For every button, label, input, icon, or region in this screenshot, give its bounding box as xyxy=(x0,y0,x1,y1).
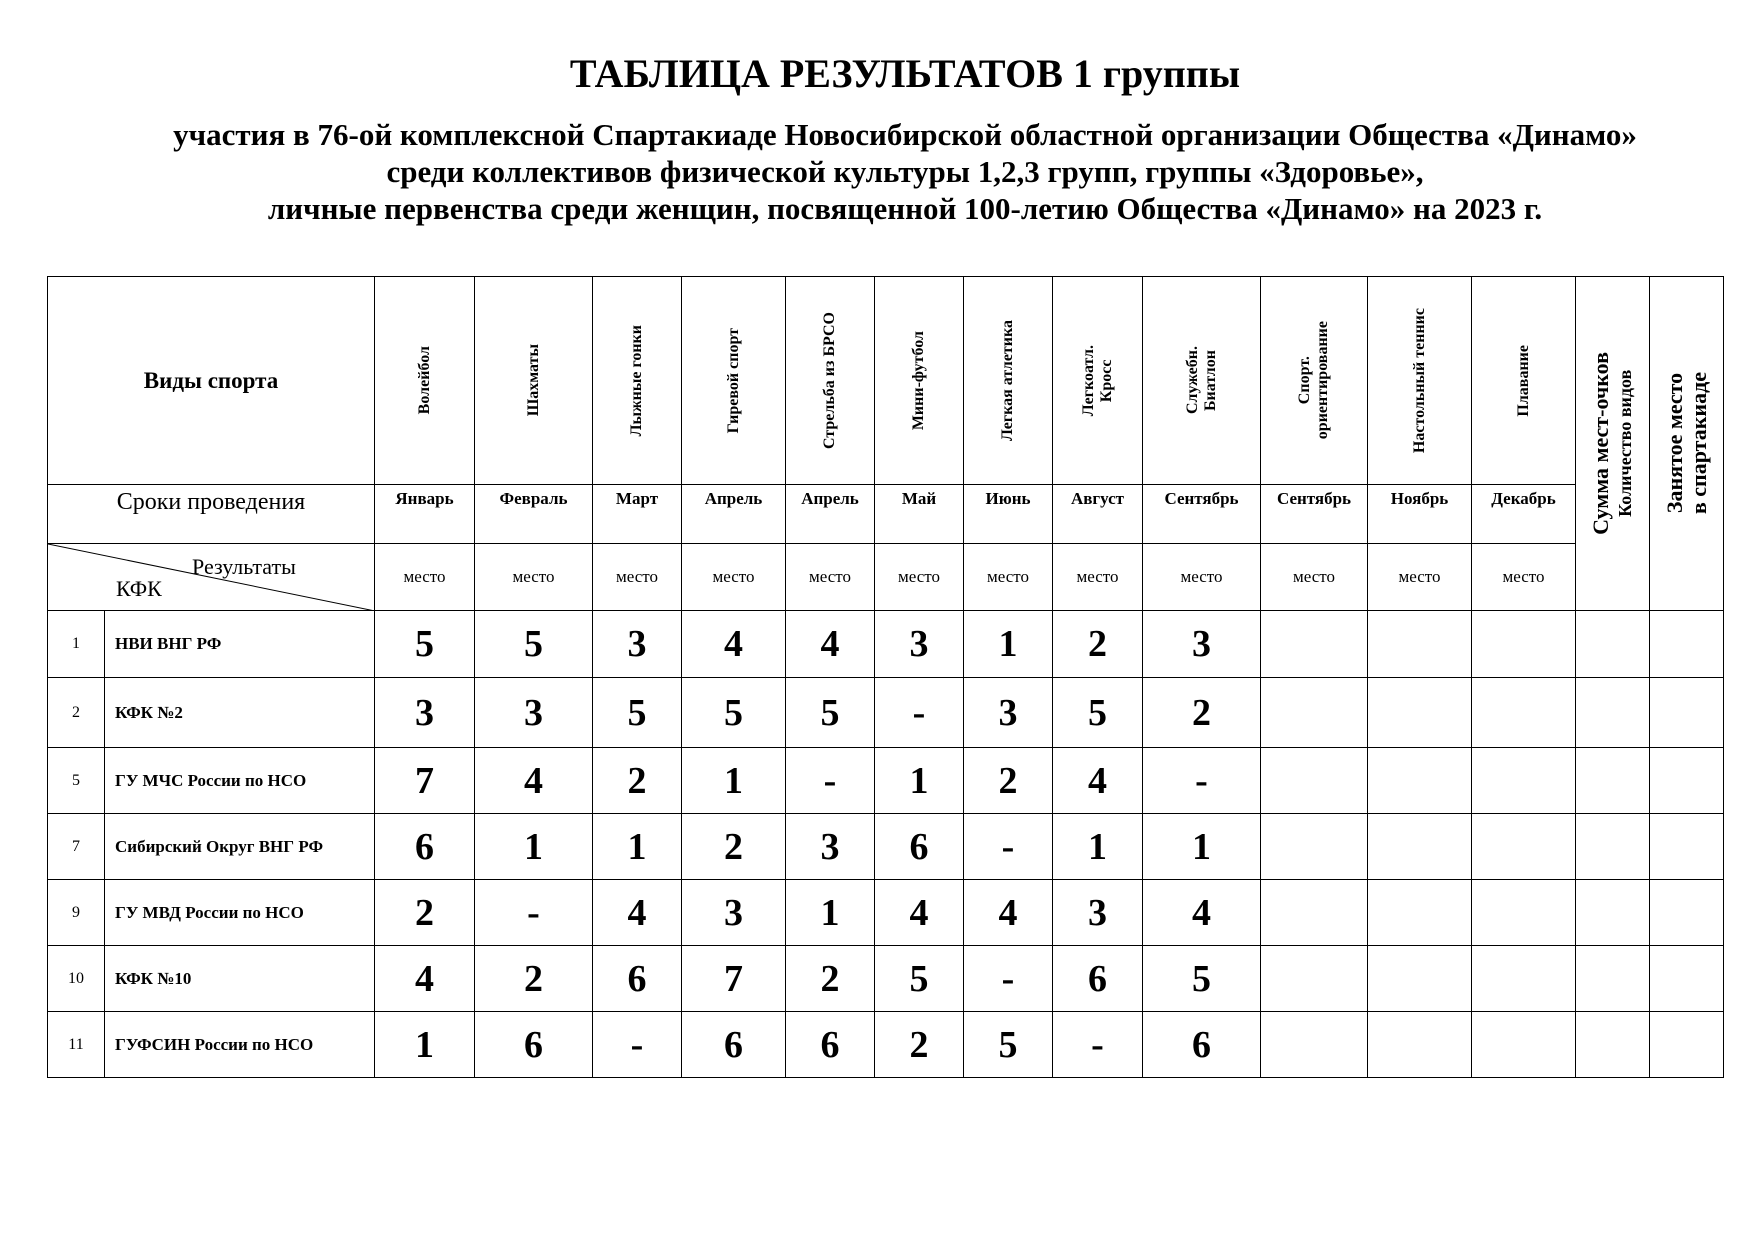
score-cell: 2 xyxy=(375,880,475,946)
sport-name: Легкоатл. Кросс xyxy=(1079,344,1115,417)
team-name: ГУФСИН России по НСО xyxy=(105,1012,375,1078)
sport-name: Служебн. Биатлон xyxy=(1183,346,1219,415)
team-name: КФК №2 xyxy=(105,678,375,748)
table-row xyxy=(48,1012,1724,1078)
score-cell: - xyxy=(1143,748,1261,814)
sport-name: Волейбол xyxy=(415,346,433,415)
subtitle-line: участия в 76-ой комплексной Спартакиаде Новосибирской областной организации Общества «Динамо» xyxy=(173,117,1637,152)
score-cell xyxy=(1261,814,1368,880)
row-number: 5 xyxy=(48,748,105,814)
sum-cell xyxy=(1576,880,1650,946)
count-header: Количество видов xyxy=(1614,369,1635,518)
sport-name: Мини-футбол xyxy=(910,330,927,431)
score-cell: 2 xyxy=(1143,678,1261,748)
sport-month: Июнь xyxy=(964,485,1053,544)
sport-name: Спорт. ориентирование xyxy=(1296,321,1331,440)
score-cell xyxy=(1368,946,1472,1012)
row-number: 9 xyxy=(48,880,105,946)
score-cell xyxy=(1261,748,1368,814)
sum-cell xyxy=(1576,1012,1650,1078)
score-cell xyxy=(1261,880,1368,946)
sum-count-header xyxy=(1576,277,1650,611)
score-cell: 6 xyxy=(593,946,682,1012)
team-name: ГУ МВД России по НСО xyxy=(105,880,375,946)
row-number: 10 xyxy=(48,946,105,1012)
score-cell: 4 xyxy=(375,946,475,1012)
final-place-cell xyxy=(1650,814,1724,880)
score-cell: 3 xyxy=(593,611,682,678)
score-cell: 5 xyxy=(1143,946,1261,1012)
score-cell: 3 xyxy=(682,880,786,946)
score-cell: 3 xyxy=(875,611,964,678)
sport-month: Февраль xyxy=(475,485,593,544)
sport-header xyxy=(1368,277,1472,485)
sport-name: Шахматы xyxy=(524,344,542,417)
final-place-cell xyxy=(1650,880,1724,946)
score-cell xyxy=(1368,748,1472,814)
sport-header xyxy=(1053,277,1143,485)
place-label: место xyxy=(1472,544,1576,611)
score-cell: 5 xyxy=(682,678,786,748)
place-label: место xyxy=(593,544,682,611)
score-cell xyxy=(1472,678,1576,748)
sum-cell xyxy=(1576,611,1650,678)
score-cell: 3 xyxy=(375,678,475,748)
sport-month: Ноябрь xyxy=(1368,485,1472,544)
score-cell: 5 xyxy=(786,678,875,748)
score-cell: 3 xyxy=(964,678,1053,748)
table-row xyxy=(48,880,1724,946)
table-row xyxy=(48,946,1724,1012)
score-cell: 2 xyxy=(475,946,593,1012)
score-cell xyxy=(1472,1012,1576,1078)
sport-month: Сентябрь xyxy=(1143,485,1261,544)
score-cell: 5 xyxy=(475,611,593,678)
final-place-cell xyxy=(1650,1012,1724,1078)
kfk-label: КФК xyxy=(116,576,162,601)
score-cell: 5 xyxy=(964,1012,1053,1078)
row-number: 1 xyxy=(48,611,105,678)
score-cell: 4 xyxy=(786,611,875,678)
table-row xyxy=(48,814,1724,880)
score-cell xyxy=(1472,748,1576,814)
score-cell: - xyxy=(964,814,1053,880)
score-cell: 3 xyxy=(1053,880,1143,946)
score-cell: 2 xyxy=(593,748,682,814)
score-cell xyxy=(1368,678,1472,748)
score-cell: 1 xyxy=(1143,814,1261,880)
place-label: место xyxy=(1143,544,1261,611)
sport-header xyxy=(593,277,682,485)
place-label: место xyxy=(375,544,475,611)
row-number: 11 xyxy=(48,1012,105,1078)
sport-month: Март xyxy=(593,485,682,544)
results-table xyxy=(47,276,1724,1078)
score-cell: 3 xyxy=(1143,611,1261,678)
sport-header xyxy=(875,277,964,485)
score-cell: 1 xyxy=(475,814,593,880)
sport-header xyxy=(1261,277,1368,485)
score-cell: 7 xyxy=(682,946,786,1012)
score-cell: 4 xyxy=(964,880,1053,946)
row-number: 2 xyxy=(48,678,105,748)
page-title: ТАБЛИЦА РЕЗУЛЬТАТОВ 1 группы xyxy=(569,51,1241,96)
score-cell: - xyxy=(1053,1012,1143,1078)
final-place-line: Занятое место xyxy=(1661,373,1687,514)
score-cell: 5 xyxy=(1053,678,1143,748)
score-cell: 2 xyxy=(786,946,875,1012)
score-cell: 5 xyxy=(375,611,475,678)
score-cell: 4 xyxy=(875,880,964,946)
sport-month: Апрель xyxy=(682,485,786,544)
score-cell: 3 xyxy=(786,814,875,880)
score-cell: 2 xyxy=(1053,611,1143,678)
score-cell: 6 xyxy=(475,1012,593,1078)
score-cell: 1 xyxy=(375,1012,475,1078)
sports-header: Виды спорта xyxy=(48,277,375,485)
sport-name: Гиревой спорт xyxy=(724,327,742,434)
sport-name: Стрельба из БРСО xyxy=(821,311,838,450)
score-cell xyxy=(1472,880,1576,946)
subtitle-line: среди коллективов физической культуры 1,2,3 групп, группы «Здоровье», xyxy=(386,154,1424,189)
place-label: место xyxy=(475,544,593,611)
score-cell xyxy=(1368,1012,1472,1078)
score-cell: - xyxy=(964,946,1053,1012)
team-name: КФК №10 xyxy=(105,946,375,1012)
sum-cell xyxy=(1576,748,1650,814)
sport-month: Декабрь xyxy=(1472,485,1576,544)
score-cell: 1 xyxy=(964,611,1053,678)
sport-name: Плавание xyxy=(1514,344,1532,417)
score-cell xyxy=(1472,814,1576,880)
score-cell xyxy=(1368,880,1472,946)
score-cell: 5 xyxy=(593,678,682,748)
place-label: место xyxy=(964,544,1053,611)
results-kfk-header xyxy=(48,544,375,611)
place-label: место xyxy=(1368,544,1472,611)
score-cell: 6 xyxy=(682,1012,786,1078)
score-cell: 6 xyxy=(875,814,964,880)
sum-cell xyxy=(1576,678,1650,748)
score-cell: 1 xyxy=(1053,814,1143,880)
score-cell xyxy=(1368,611,1472,678)
score-cell: 2 xyxy=(964,748,1053,814)
final-place-cell xyxy=(1650,748,1724,814)
final-place-cell xyxy=(1650,946,1724,1012)
sports-header-row xyxy=(48,277,1724,485)
final-place-line: в спартакиаде xyxy=(1685,372,1711,515)
sport-header xyxy=(964,277,1053,485)
score-cell: 1 xyxy=(786,880,875,946)
results-label-row xyxy=(48,544,1724,611)
sum-cell xyxy=(1576,814,1650,880)
sport-header xyxy=(1143,277,1261,485)
table-row xyxy=(48,678,1724,748)
score-cell: 6 xyxy=(1053,946,1143,1012)
score-cell: 1 xyxy=(875,748,964,814)
score-cell: 3 xyxy=(475,678,593,748)
score-cell: 6 xyxy=(1143,1012,1261,1078)
score-cell: 6 xyxy=(786,1012,875,1078)
score-cell xyxy=(1261,946,1368,1012)
score-cell: - xyxy=(593,1012,682,1078)
sport-month: Январь xyxy=(375,485,475,544)
table-row xyxy=(48,611,1724,678)
page-subtitle xyxy=(0,116,1755,227)
place-label: место xyxy=(1261,544,1368,611)
score-cell: 2 xyxy=(875,1012,964,1078)
sport-month: Апрель xyxy=(786,485,875,544)
score-cell: - xyxy=(786,748,875,814)
score-cell: 2 xyxy=(682,814,786,880)
score-cell: - xyxy=(475,880,593,946)
subtitle-line: личные первенства среди женщин, посвященной 100-летию Общества «Динамо» на 2023 г. xyxy=(267,191,1543,226)
final-place-cell xyxy=(1650,678,1724,748)
sport-header xyxy=(375,277,475,485)
score-cell xyxy=(1261,611,1368,678)
team-name: ГУ МЧС России по НСО xyxy=(105,748,375,814)
sport-header xyxy=(1472,277,1576,485)
place-label: место xyxy=(1053,544,1143,611)
sum-cell xyxy=(1576,946,1650,1012)
final-place-header xyxy=(1650,277,1724,611)
sport-month: Сентябрь xyxy=(1261,485,1368,544)
sport-header xyxy=(475,277,593,485)
results-label: Результаты xyxy=(192,554,296,579)
score-cell xyxy=(1368,814,1472,880)
sport-name: Легкая атлетика xyxy=(999,320,1016,441)
sport-header xyxy=(682,277,786,485)
team-name: Сибирский Округ ВНГ РФ xyxy=(105,814,375,880)
score-cell: 1 xyxy=(682,748,786,814)
score-cell xyxy=(1472,611,1576,678)
sum-header: Сумма мест-очков xyxy=(1587,352,1613,535)
score-cell: - xyxy=(875,678,964,748)
score-cell: 1 xyxy=(593,814,682,880)
score-cell: 4 xyxy=(1053,748,1143,814)
score-cell: 4 xyxy=(682,611,786,678)
place-label: место xyxy=(786,544,875,611)
score-cell xyxy=(1261,678,1368,748)
deadlines-row xyxy=(48,485,1724,544)
score-cell: 4 xyxy=(1143,880,1261,946)
score-cell: 4 xyxy=(475,748,593,814)
sport-name: Настольный теннис xyxy=(1410,307,1428,454)
sport-month: Май xyxy=(875,485,964,544)
deadlines-label: Сроки проведения xyxy=(48,485,375,544)
row-number: 7 xyxy=(48,814,105,880)
score-cell: 5 xyxy=(875,946,964,1012)
final-place-cell xyxy=(1650,611,1724,678)
sport-header xyxy=(786,277,875,485)
team-name: НВИ ВНГ РФ xyxy=(105,611,375,678)
score-cell: 4 xyxy=(593,880,682,946)
place-label: место xyxy=(875,544,964,611)
score-cell: 7 xyxy=(375,748,475,814)
table-row xyxy=(48,748,1724,814)
score-cell xyxy=(1472,946,1576,1012)
sport-month: Август xyxy=(1053,485,1143,544)
sport-name: Лыжные гонки xyxy=(628,324,645,437)
place-label: место xyxy=(682,544,786,611)
score-cell xyxy=(1261,1012,1368,1078)
score-cell: 6 xyxy=(375,814,475,880)
